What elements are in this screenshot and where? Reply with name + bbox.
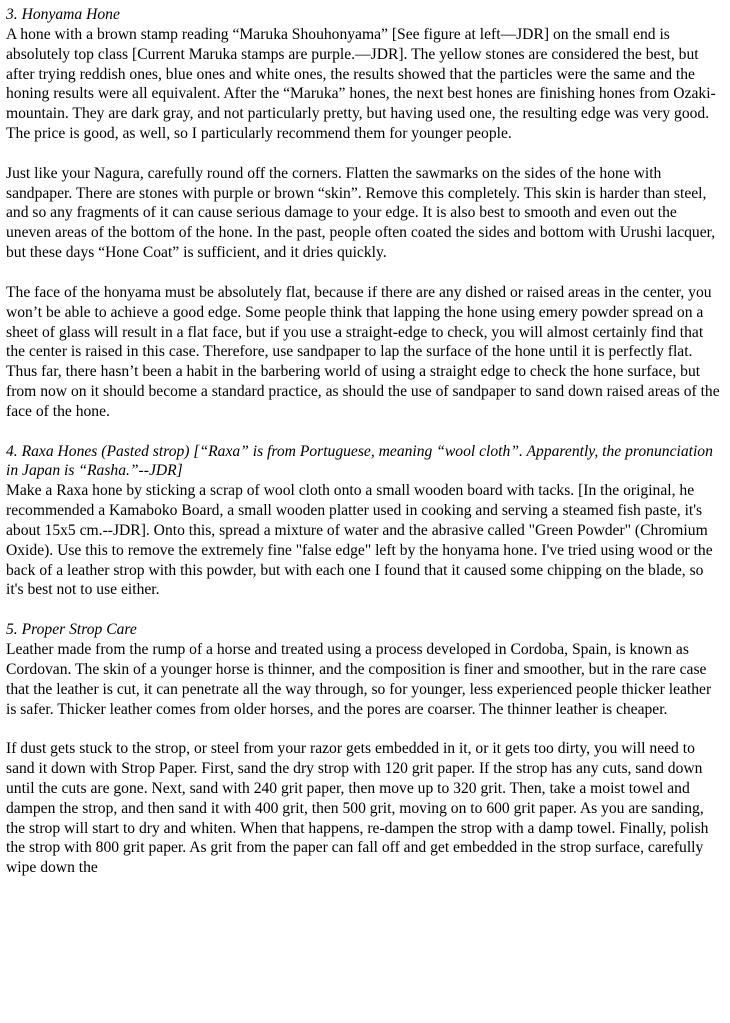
paragraph: A hone with a brown stamp reading “Maruka Shouhonyama” [See figure at left—JDR] on the small end is absolutely top class [Current Maruka stamps are purple.—JDR]. The yellow stones are considered the best, but after trying reddish ones, blue ones and white ones, the results showed that the particles were the same and the honing results were all equivalent. After the “Maruka” hones, the next best hones are finishing hones from Ozaki-mountain. They are dark gray, and not particularly pretty, but having used one, the resulting edge was very good. The price is good, as well, so I particularly recommend them for younger people. <box>6 25 716 143</box>
section-raxa-hones <box>6 442 720 601</box>
paragraph-gap <box>6 263 720 283</box>
paragraph: Just like your Nagura, carefully round off the corners. Flatten the sawmarks on the sides of the hone with sandpaper. There are stones with purple or brown “skin”. Remove this completely. This skin is harder than steel, and so any fragments of it can cause serious damage to your edge. It is also best to smooth and even out the uneven areas of the bottom of the hone. In the past, people often coated the sides and bottom with Urushi lacquer, but these days “Hone Coat” is sufficient, and it dries quickly. <box>6 164 716 262</box>
section-proper-strop-care <box>6 620 720 878</box>
paragraph: If dust gets stuck to the strop, or steel from your razor gets embedded in it, or it gets too dirty, you will need to sand it down with Strop Paper. First, sand the dry strop with 120 grit paper. If the strop has any cuts, sand down until the cuts are gone. Next, sand with 240 grit paper, then move up to 320 grit. Then, take a moist towel and dampen the strop, and then sand it with 400 grit, then 500 grit, moving on to 600 grit paper. As you are sanding, the strop will start to dry and whiten. When that happens, re-dampen the strop with a damp towel. Finally, polish the strop with 800 grit paper. As grit from the paper can fall off and get embedded in the strop surface, carefully wipe down the <box>6 740 709 877</box>
section-gap <box>6 422 720 442</box>
paragraph: Leather made from the rump of a horse and treated using a process developed in Cordoba, Spain, is known as Cordovan. The skin of a younger horse is thinner, and the composition is finer and smoother, but in the rare case that the leather is cut, it can penetrate all the way through, so for younger, less experienced people thicker leather is safer. Thicker leather comes from older horses, and the pores are coarser. The thinner leather is cheaper. <box>6 641 712 718</box>
paragraph-gap <box>6 719 720 739</box>
section-gap <box>6 600 720 620</box>
section-honyama-hone <box>6 5 720 422</box>
paragraph-gap <box>6 144 720 164</box>
document-page <box>6 5 720 878</box>
section-heading: 5. Proper Strop Care <box>6 621 137 639</box>
paragraph: The face of the honyama must be absolutely flat, because if there are any dished or raised areas in the center, you won’t be able to achieve a good edge. Some people think that lapping the hone using emery powder spread on a sheet of glass will result in a flat face, but if you use a straight-edge to check, you will almost certainly find that the center is raised in this case. Therefore, use sandpaper to lap the surface of the hone until it is perfectly flat. Thus far, there hasn’t been a habit in the barbering world of using a straight edge to check the hone surface, but from now on it should become a standard practice, as should the use of sandpaper to sand down raised areas of the face of the hone. <box>6 283 720 420</box>
section-heading: 3. Honyama Hone <box>6 6 120 23</box>
paragraph: Make a Raxa hone by sticking a scrap of wool cloth onto a small wooden board with tacks. [In the original, he recommended a Kamaboko Board, a small wooden platter used in cooking and serving a steamed fish paste, it's about 15x5 cm.--JDR]. Onto this, spread a mixture of water and the abrasive called "Green Powder" (Chromium Oxide). Use this to remove the extremely fine "false edge" left by the honyama hone. I've tried using wood or the back of a leather strop with this powder, but with each one I found that it caused some chipping on the blade, so it's best not to use either. <box>6 482 713 599</box>
section-heading: 4. Raxa Hones (Pasted strop) [“Raxa” is from Portuguese, meaning “wool cloth”. Apparently, the pronunciation in Japan is “Rasha.”--JDR] <box>6 442 713 480</box>
